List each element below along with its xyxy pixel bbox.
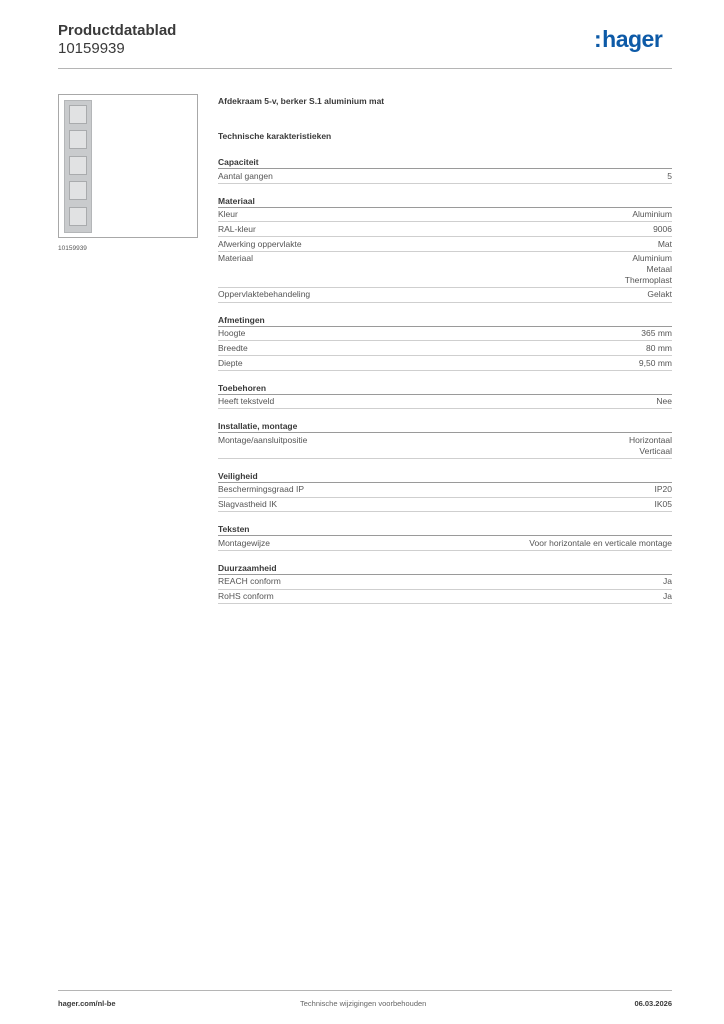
spec-label: Montage/aansluitpositie: [218, 434, 308, 445]
spec-row: [218, 341, 672, 356]
spec-values: [653, 224, 672, 235]
spec-value: Nee: [656, 396, 672, 407]
section-title: Capaciteit: [218, 156, 672, 169]
spec-row: [218, 222, 672, 237]
frame-opening: [69, 181, 87, 200]
spec-section: [218, 156, 672, 184]
spec-value: 80 mm: [646, 342, 672, 353]
footer-website[interactable]: hager.com/nl-be: [58, 999, 116, 1008]
spec-value: Aluminium: [632, 253, 672, 264]
spec-label: REACH conform: [218, 576, 281, 587]
section-title: Duurzaamheid: [218, 562, 672, 575]
product-image: [64, 100, 92, 233]
spec-value: IK05: [654, 499, 672, 510]
frame-opening: [69, 130, 87, 149]
spec-row: [218, 252, 672, 288]
spec-values: [629, 435, 672, 456]
section-title: Installatie, montage: [218, 420, 672, 433]
spec-label: Hoogte: [218, 328, 246, 339]
spec-label: Breedte: [218, 342, 248, 353]
section-title: Toebehoren: [218, 382, 672, 395]
spec-row: [218, 536, 672, 551]
spec-value: Aluminium: [632, 209, 672, 220]
spec-section: [218, 382, 672, 410]
section-title: Afmetingen: [218, 314, 672, 327]
spec-section: [218, 195, 672, 303]
section-title: Materiaal: [218, 195, 672, 208]
spec-value: Voor horizontale en verticale montage: [529, 537, 672, 548]
spec-value: Mat: [657, 238, 672, 249]
spec-value: Ja: [663, 576, 672, 587]
spec-row: [218, 590, 672, 605]
spec-value: 9,50 mm: [638, 357, 672, 368]
logo-colon-mark: :: [594, 26, 602, 52]
spec-row: [218, 395, 672, 410]
frame-opening: [69, 105, 87, 124]
spec-label: Beschermingsgraad IP: [218, 484, 304, 495]
technical-characteristics-title: Technische karakteristieken: [218, 131, 332, 141]
spec-label: Montagewijze: [218, 537, 270, 548]
spec-label: Heeft tekstveld: [218, 396, 275, 407]
spec-section: [218, 562, 672, 604]
spec-values: [663, 576, 672, 587]
spec-values: [529, 538, 672, 549]
spec-row: [218, 208, 672, 223]
spec-values: [632, 209, 672, 220]
spec-label: Slagvastheid IK: [218, 499, 278, 510]
spec-label: Diepte: [218, 357, 243, 368]
section-title: Teksten: [218, 523, 672, 536]
spec-value: Verticaal: [639, 445, 672, 456]
product-image-frame: [58, 94, 198, 238]
spec-row: [218, 483, 672, 498]
spec-row: [218, 356, 672, 371]
spec-values: [663, 591, 672, 602]
spec-section: [218, 420, 672, 458]
spec-label: Materiaal: [218, 253, 253, 264]
spec-table: [218, 156, 672, 615]
spec-values: [639, 358, 672, 369]
hager-logo: [594, 26, 662, 53]
spec-row: [218, 433, 672, 458]
spec-value: Thermoplast: [624, 274, 672, 285]
spec-section: [218, 314, 672, 371]
footer-date: 06.03.2026: [634, 999, 672, 1008]
spec-value: 9006: [653, 223, 672, 234]
footer-divider: [58, 990, 672, 991]
spec-row: [218, 288, 672, 303]
spec-section: [218, 523, 672, 551]
spec-row: [218, 237, 672, 252]
spec-values: [655, 484, 673, 495]
product-name: Afdekraam 5-v, berker S.1 aluminium mat: [218, 96, 385, 106]
spec-value: IP20: [654, 484, 672, 495]
spec-value: Metaal: [646, 264, 672, 275]
frame-opening: [69, 207, 87, 226]
spec-row: [218, 498, 672, 513]
logo-text: hager: [602, 26, 663, 52]
header-divider: [58, 68, 672, 69]
spec-row: [218, 327, 672, 342]
spec-label: Kleur: [218, 209, 238, 220]
spec-values: [625, 253, 672, 285]
section-title: Veiligheid: [218, 470, 672, 483]
spec-label: Afwerking oppervlakte: [218, 238, 302, 249]
header-product-number: 10159939: [58, 40, 125, 57]
frame-opening: [69, 156, 87, 175]
spec-values: [656, 396, 672, 407]
spec-values: [647, 289, 672, 300]
spec-value: 365 mm: [641, 328, 672, 339]
spec-row: [218, 169, 672, 184]
spec-values: [646, 343, 672, 354]
spec-value: Gelakt: [647, 289, 672, 300]
spec-label: Aantal gangen: [218, 170, 273, 181]
spec-section: [218, 470, 672, 512]
spec-row: [218, 575, 672, 590]
spec-label: RAL-kleur: [218, 223, 256, 234]
spec-value: Horizontaal: [629, 434, 672, 445]
footer-notice: Technische wijzigingen voorbehouden: [300, 999, 427, 1008]
product-image-caption: 10159939: [58, 245, 87, 252]
spec-values: [658, 239, 672, 250]
spec-label: Oppervlaktebehandeling: [218, 289, 311, 300]
spec-value: 5: [667, 170, 672, 181]
header-title: Productdatablad: [58, 22, 177, 39]
spec-label: RoHS conform: [218, 591, 274, 602]
spec-values: [641, 328, 672, 339]
spec-values: [667, 171, 672, 182]
spec-values: [655, 499, 673, 510]
spec-value: Ja: [663, 591, 672, 602]
